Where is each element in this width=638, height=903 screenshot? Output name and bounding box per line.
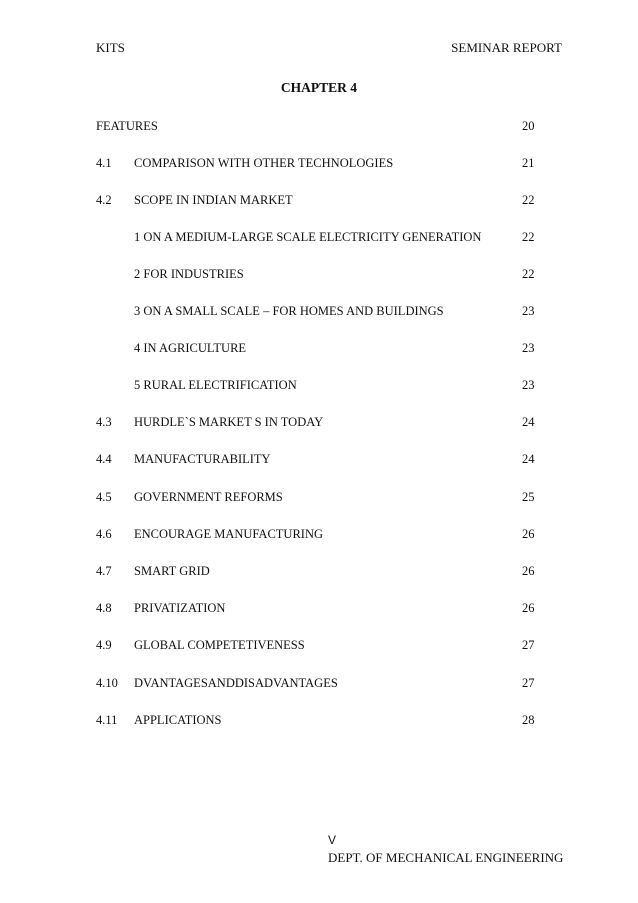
toc-number: 4.8 (96, 601, 112, 615)
toc-page: 26 (522, 601, 535, 615)
toc-page: 20 (522, 119, 535, 133)
toc-number: 4.10 (96, 676, 118, 690)
toc-row (0, 713, 638, 731)
toc-title: 3 ON A SMALL SCALE – FOR HOMES AND BUILDINGS (134, 304, 444, 318)
toc-title: PRIVATIZATION (134, 601, 226, 615)
toc-subrow (0, 341, 638, 359)
toc-number: 4.4 (96, 452, 112, 466)
toc-page: 23 (522, 341, 535, 355)
toc-page: 25 (522, 490, 535, 504)
toc-subrow (0, 304, 638, 322)
toc-page: 28 (522, 713, 535, 727)
toc-title: COMPARISON WITH OTHER TECHNOLOGIES (134, 156, 394, 170)
toc-subrow (0, 230, 638, 248)
toc-page: 27 (522, 638, 535, 652)
toc-title: MANUFACTURABILITY (134, 452, 271, 466)
toc-subrow (0, 267, 638, 285)
toc-title: SMART GRID (134, 564, 210, 578)
toc-number: 4.2 (96, 193, 112, 207)
toc-row (0, 415, 638, 433)
header-left: KITS (96, 40, 125, 55)
toc-subrow (0, 378, 638, 396)
toc-page: 22 (522, 267, 535, 281)
toc-row (0, 527, 638, 545)
toc-row (0, 193, 638, 211)
toc-title: GLOBAL COMPETETIVENESS (134, 638, 305, 652)
toc-page: 24 (522, 415, 535, 429)
toc-number: 4.5 (96, 490, 112, 504)
toc-page: 24 (522, 452, 535, 466)
toc-page: 22 (522, 230, 535, 244)
toc-number: 4.6 (96, 527, 112, 541)
toc-title: 1 ON A MEDIUM-LARGE SCALE ELECTRICITY GENERATION (134, 230, 482, 244)
toc-title: GOVERNMENT REFORMS (134, 490, 283, 504)
toc-number: 4.3 (96, 415, 112, 429)
toc-title: SCOPE IN INDIAN MARKET (134, 193, 293, 207)
header-right: SEMINAR REPORT (451, 40, 562, 55)
toc-row (0, 638, 638, 656)
toc-page: 21 (522, 156, 535, 170)
toc-row (0, 676, 638, 694)
toc-title: 2 FOR INDUSTRIES (134, 267, 244, 281)
footer-department: DEPT. OF MECHANICAL ENGINEERING (328, 850, 564, 865)
toc-title: FEATURES (96, 119, 158, 133)
chapter-title: CHAPTER 4 (280, 80, 358, 95)
toc-title: HURDLE`S MARKET S IN TODAY (134, 415, 324, 429)
toc-page: 26 (522, 564, 535, 578)
page-number: V (328, 833, 337, 847)
toc-row (0, 452, 638, 470)
toc-row (0, 601, 638, 619)
toc-page: 22 (522, 193, 535, 207)
toc-page: 23 (522, 378, 535, 392)
toc-title: DVANTAGESANDDISADVANTAGES (134, 676, 338, 690)
toc-row-features (0, 119, 638, 137)
toc-row (0, 490, 638, 508)
toc-title: APPLICATIONS (134, 713, 222, 727)
toc-row (0, 156, 638, 174)
toc-page: 23 (522, 304, 535, 318)
toc-number: 4.7 (96, 564, 112, 578)
toc-page: 26 (522, 527, 535, 541)
toc-number: 4.11 (96, 713, 118, 727)
toc-page: 27 (522, 676, 535, 690)
toc-title: 4 IN AGRICULTURE (134, 341, 247, 355)
toc-title: 5 RURAL ELECTRIFICATION (134, 378, 297, 392)
toc-number: 4.9 (96, 638, 112, 652)
toc-number: 4.1 (96, 156, 112, 170)
toc-title: ENCOURAGE MANUFACTURING (134, 527, 324, 541)
toc-row (0, 564, 638, 582)
